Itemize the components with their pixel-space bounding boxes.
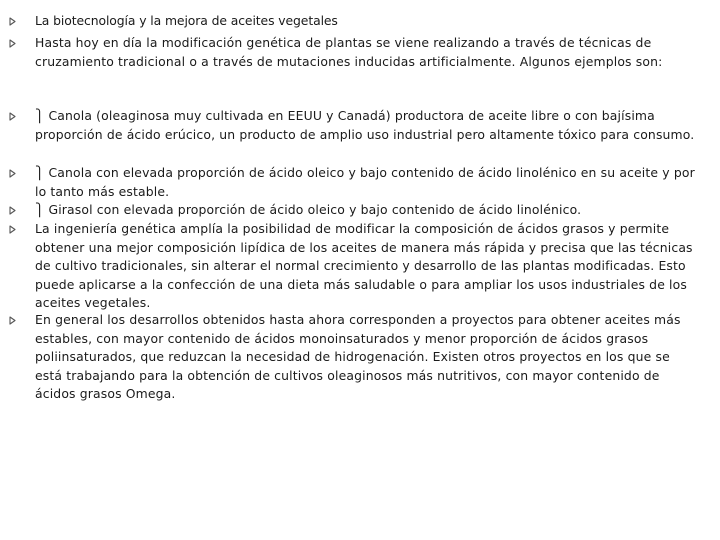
bullet-marker-icon [8, 39, 17, 48]
paragraph-text: Hasta hoy en día la modificación genética de plantas se viene realizando a través de técnicas de cruzamiento tradicional o a través de mutaciones inducidas artificialmente. Algunos ejemplos son: [35, 35, 663, 69]
paragraph-text [35, 107, 695, 144]
bullet-marker-icon [8, 17, 17, 26]
paragraph-text: La ingeniería genética amplía la posibilidad de modificar la composición de ácidos grasos y permite obtener una mejor composición lipídica de los aceites de manera más rápida y precisa que las técnicas de cultivo tradicionales, sin alterar el normal crecimiento y desarrollo de las plantas modificadas. Esto puede aplicarse a la confección de una dieta más saludable o para ampliar los usos industriales de los aceites vegetales. [35, 221, 693, 311]
bullet-marker-icon [8, 316, 17, 325]
sub-bullet-icon: ⎫ [35, 108, 45, 123]
paragraph-text: En general los desarrollos obtenidos hasta ahora corresponden a proyectos para obtener aceites más estables, con mayor contenido de ácidos monoinsaturados y menor proporción de ácidos grasos poliinsaturados, que reduzcan la necesidad de hidrogenación. Existen otros proyectos en los que se está trabajando para la obtención de cultivos oleaginosos más nutritivos, con mayor contenido de ácidos grasos Omega. [35, 312, 681, 402]
bullet-marker-icon [8, 169, 17, 178]
sub-bullet-text: Canola con elevada proporción de ácido oleico y bajo contenido de ácido linolénico en su aceite y por lo tanto más estable. [35, 165, 695, 199]
sub-bullet-icon: ⎫ [35, 202, 45, 217]
sub-bullet-text: Canola (oleaginosa muy cultivada en EEUU y Canadá) productora de aceite libre o con bajísima proporción de ácido erúcico, un producto de amplio uso industrial pero altamente tóxico para consumo. [35, 108, 695, 142]
sub-bullet-text: Girasol con elevada proporción de ácido oleico y bajo contenido de ácido linolénico. [48, 202, 582, 217]
sub-bullet-icon: ⎫ [35, 165, 45, 180]
bullet-marker-icon [8, 225, 17, 234]
paragraph-text [35, 164, 695, 201]
slide-title: La biotecnología y la mejora de aceites vegetales [35, 13, 338, 28]
bullet-marker-icon [8, 206, 17, 215]
bullet-marker-icon [8, 112, 17, 121]
paragraph-text [35, 201, 695, 220]
